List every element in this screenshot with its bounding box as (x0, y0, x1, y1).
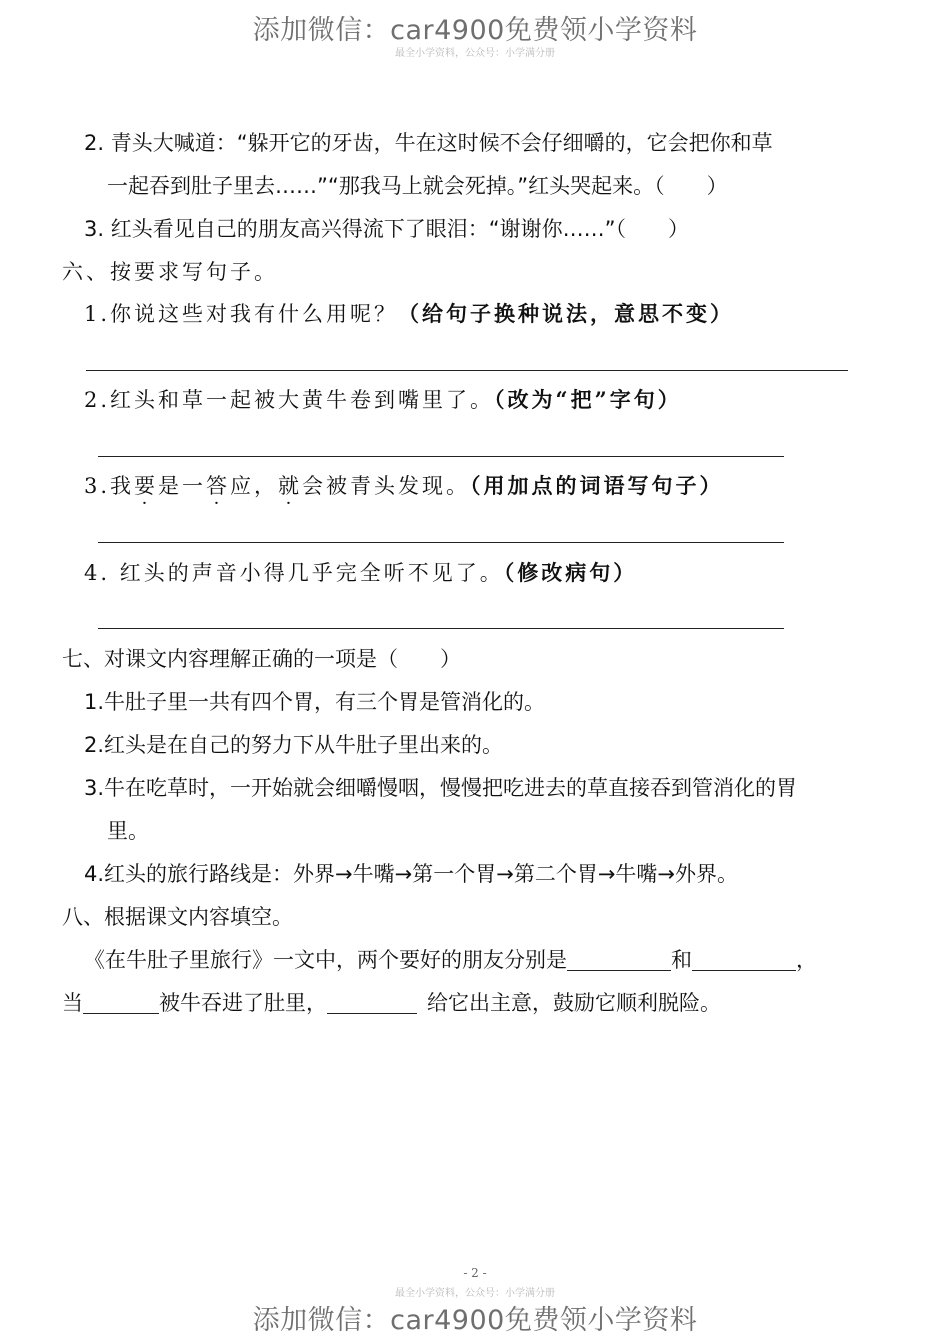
s5-q2-line2: 一起吞到肚子里去……”“那我马上就会死掉。”红头哭起来。（ ） (107, 174, 728, 198)
s6-item-1-text: 1.你说这些对我有什么用呢？ (84, 302, 399, 326)
s7-option-2: 2.红头是在自己的努力下从牛肚子里出来的。 (84, 733, 504, 757)
blank-friend-2[interactable] (692, 948, 796, 971)
s6-item-3-rest: 会被青头发现。 (302, 474, 471, 498)
blank-helper[interactable] (327, 991, 417, 1014)
blank-friend-1[interactable] (567, 948, 671, 971)
s6-item-2-text: 2.红头和草一起被大黄牛卷到嘴里了。 (84, 388, 495, 412)
s6-item-1-hint: （给句子换种说法，意思不变） (398, 301, 735, 326)
s8-text-d: 当 (62, 991, 83, 1015)
s6-item-3 (84, 472, 724, 500)
answer-line-2[interactable] (98, 456, 784, 457)
dotted-char-2: 答 (206, 474, 231, 498)
s6-item-4-hint: （修改病句） (503, 560, 638, 585)
s6-item-3-mid2: 应， (230, 474, 279, 498)
s6-heading: 六、按要求写句子。 (62, 260, 278, 284)
s8-para-line2 (62, 989, 721, 1017)
s8-text-c: ， (796, 948, 817, 972)
s8-text-b: 和 (671, 948, 692, 972)
answer-line-3[interactable] (98, 542, 784, 543)
answer-line-1[interactable] (86, 370, 848, 371)
s8-heading: 八、根据课文内容填空。 (62, 905, 293, 929)
s8-para-line1 (84, 946, 817, 974)
answer-line-4[interactable] (98, 628, 784, 629)
s7-option-1: 1.牛肚子里一共有四个胃，有三个胃是管消化的。 (84, 690, 546, 714)
s7-option-3-cont: 里。 (107, 819, 149, 843)
s6-item-4 (84, 559, 637, 587)
s6-item-3-prefix: 3.我 (84, 474, 135, 498)
s7-option-3: 3.牛在吃草时，一开始就会细嚼慢咽，慢慢把吃进去的草直接吞到管消化的胃 (84, 776, 798, 800)
s7-option-4: 4.红头的旅行路线是：外界→牛嘴→第一个胃→第二个胃→牛嘴→外界。 (84, 862, 739, 886)
s6-item-2 (84, 386, 682, 414)
page-number: - 2 - (463, 1266, 487, 1280)
blank-swallowed[interactable] (83, 991, 159, 1014)
s6-item-1 (84, 300, 734, 328)
s5-q2-line1: 2. 青头大喊道：“躲开它的牙齿，牛在这时候不会仔细嚼的，它会把你和草 (84, 131, 773, 155)
watermark-bottom: 添加微信：car4900免费领小学资料 (252, 1305, 698, 1336)
dotted-char-3: 就 (278, 474, 303, 498)
s6-item-3-mid1: 是一 (158, 474, 207, 498)
s6-item-2-hint: （改为“把”字句） (494, 387, 682, 412)
s8-text-a: 《在牛肚子里旅行》一文中，两个要好的朋友分别是 (84, 948, 567, 972)
s5-q3: 3. 红头看见自己的朋友高兴得流下了眼泪：“谢谢你……”（ ） (84, 217, 689, 241)
s8-text-f: 给它出主意，鼓励它顺利脱险。 (427, 991, 721, 1015)
s6-item-4-text: 4. 红头的声音小得几乎完全听不见了。 (84, 561, 504, 585)
watermark-top: 添加微信：car4900免费领小学资料 (252, 15, 698, 46)
watermark-top-sub: 最全小学资料，公众号：小学满分册 (395, 48, 555, 59)
dotted-char-1: 要 (134, 474, 159, 498)
s7-heading: 七、对课文内容理解正确的一项是（ ） (62, 647, 461, 671)
s8-text-e: 被牛吞进了肚里， (159, 991, 327, 1015)
watermark-bottom-sub: 最全小学资料，公众号：小学满分册 (395, 1288, 555, 1299)
s6-item-3-hint: （用加点的词语写句子） (470, 473, 724, 498)
